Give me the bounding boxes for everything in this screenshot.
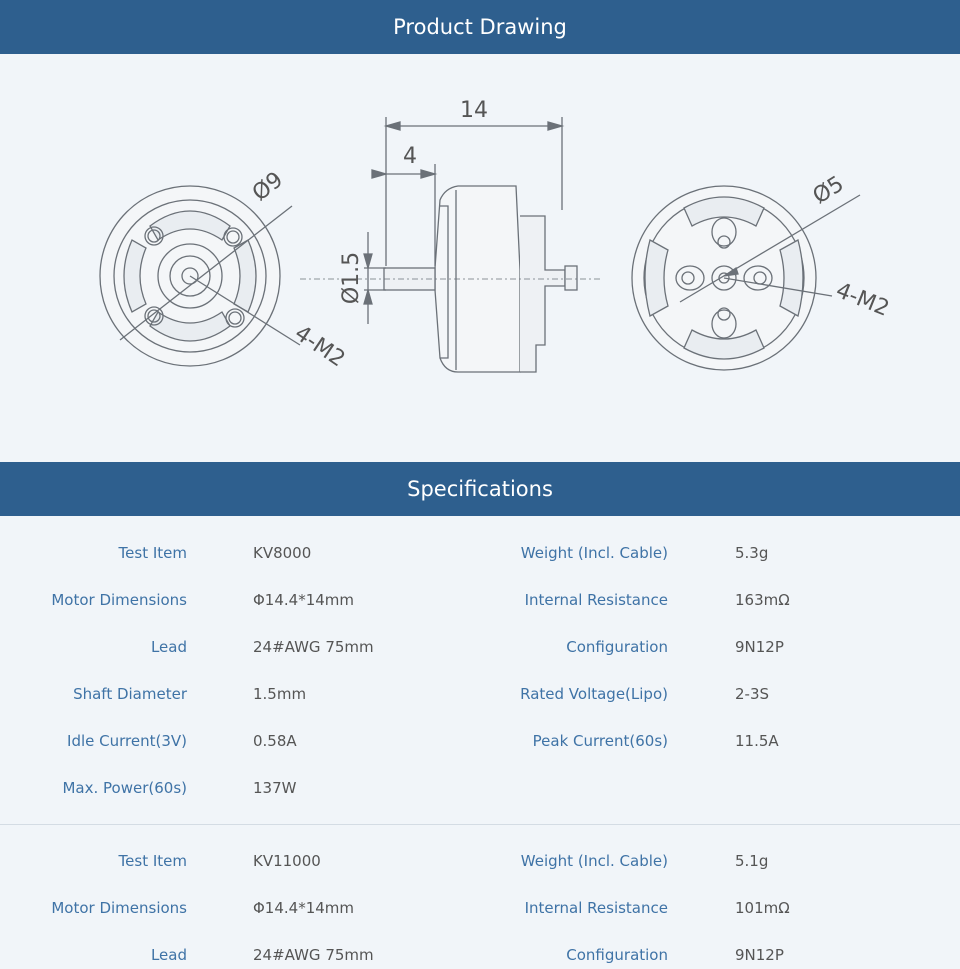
spec-label: Idle Current(3V) [67,732,187,750]
spec-row [0,539,960,567]
specifications-title: Specifications [407,477,553,501]
spec-row [0,774,960,802]
dim-right-holes-label: 4-M2 [832,278,893,322]
spec-value: KV8000 [253,544,312,562]
spec-value: 24#AWG 75mm [253,638,374,656]
spec-label: Motor Dimensions [51,899,187,917]
specifications-table [0,516,960,964]
spec-label: Configuration [566,638,668,656]
spec-value: 2-3S [735,685,770,703]
spec-value: 1.5mm [253,685,307,703]
specifications-header [0,462,960,516]
spec-label: Configuration [566,946,668,964]
spec-value: 101mΩ [735,899,790,917]
product-drawing-header [0,0,960,54]
spec-label: Rated Voltage(Lipo) [520,685,668,703]
spec-label: Test Item [118,544,187,562]
product-drawing-title: Product Drawing [393,15,567,39]
spec-row [0,894,960,922]
product-drawing-section [0,0,960,462]
spec-label: Peak Current(60s) [532,732,668,750]
spec-value: Φ14.4*14mm [253,899,355,917]
spec-label: Max. Power(60s) [62,779,187,797]
motor-side-view [300,117,600,372]
dim-left-holes-label: 4-M2 [289,320,350,373]
group-divider [0,824,960,825]
spec-value: 11.5A [735,732,779,750]
spec-label: Lead [150,638,187,656]
spec-value: 5.1g [735,852,769,870]
spec-label: Weight (Incl. Cable) [520,544,668,562]
spec-value: KV11000 [253,852,321,870]
spec-value: 24#AWG 75mm [253,946,374,964]
spec-row [0,680,960,708]
spec-row [0,586,960,614]
motor-bottom-view [100,186,300,366]
motor-drawing [0,54,960,462]
spec-label: Weight (Incl. Cable) [520,852,668,870]
spec-value: 137W [253,779,297,797]
spec-label: Test Item [118,852,187,870]
spec-value: 0.58A [253,732,297,750]
spec-label: Shaft Diameter [73,685,187,703]
spec-row [0,727,960,755]
spec-row [0,941,960,969]
spec-value: 5.3g [735,544,769,562]
dim-right-dia-label: Ø5 [808,171,849,210]
spec-value: 9N12P [735,638,784,656]
spec-row [0,847,960,875]
spec-value: Φ14.4*14mm [253,591,355,609]
dim-shaft-offset-label: 4 [403,144,417,169]
dim-length-label: 14 [460,98,488,123]
spec-label: Lead [150,946,187,964]
dim-shaft-dia-label: Ø1.5 [339,251,364,305]
motor-drawing-svg [0,54,960,462]
spec-value: 9N12P [735,946,784,964]
dim-left-dia-label: Ø9 [247,167,289,207]
spec-label: Internal Resistance [524,899,668,917]
spec-label: Motor Dimensions [51,591,187,609]
motor-top-view [632,186,860,370]
spec-label: Internal Resistance [524,591,668,609]
spec-value: 163mΩ [735,591,790,609]
spec-row [0,633,960,661]
